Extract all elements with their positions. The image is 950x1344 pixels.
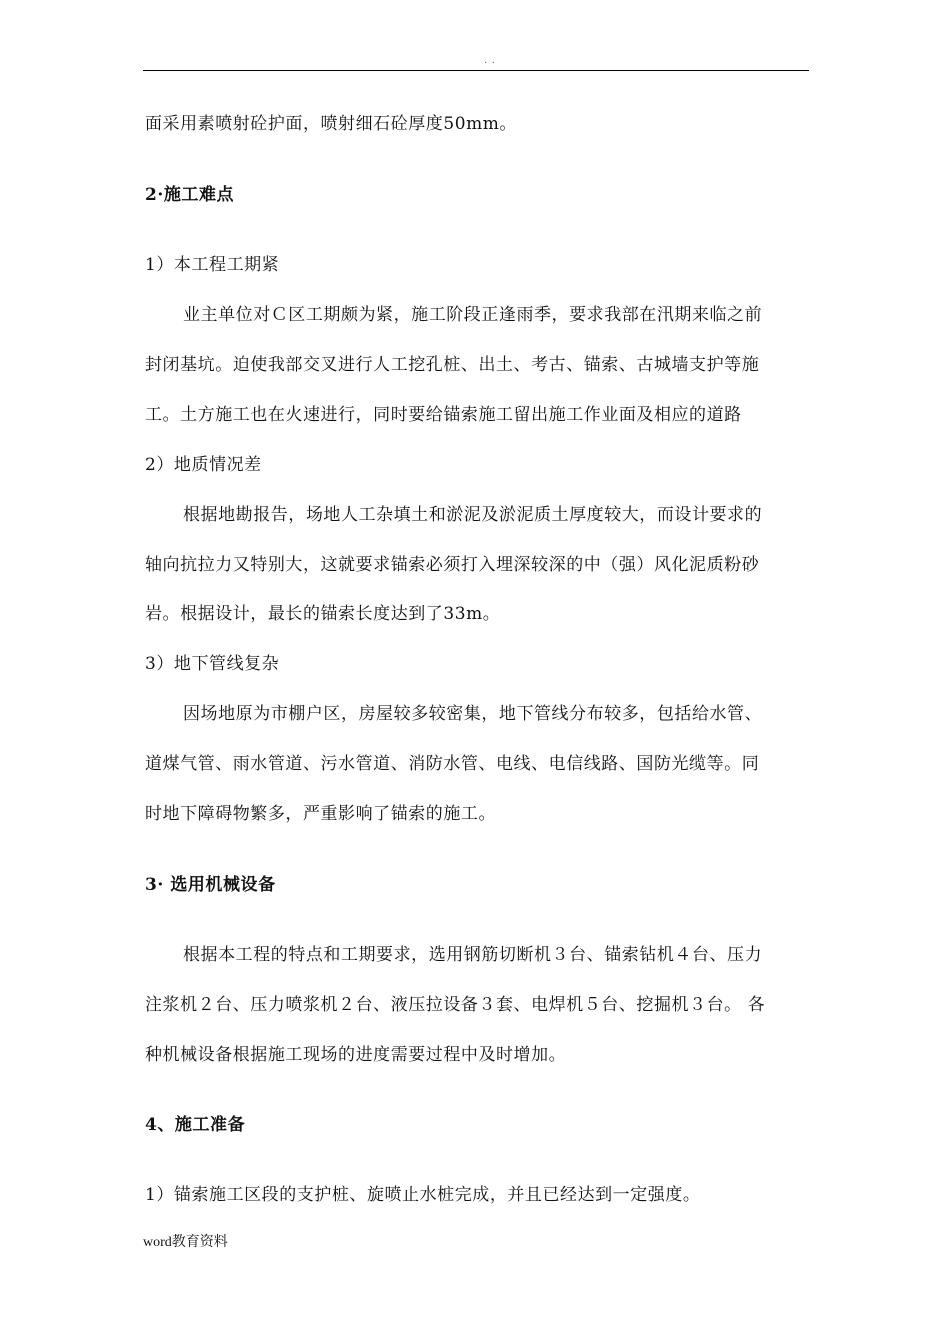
paragraph-line: 注浆机２台、压力喷浆机２台、液压拉设备３套、电焊机５台、挖掘机３台。 各 [145,995,766,1015]
paragraph-line: 种机械设备根据施工现场的进度需要过程中及时增加。 [145,1045,567,1065]
paragraph-line: 工。土方施工也在火速进行，同时要给锚索施工留出施工作业面及相应的道路 [145,405,742,425]
section-heading: 3· 选用机械设备 [145,875,276,895]
paragraph-line: 封闭基坑。迫使我部交叉进行人工挖孔桩、出土、考古、锚索、古城墙支护等施 [145,355,760,375]
paragraph-line: 岩。根据设计，最长的锚索长度达到了33m。 [145,604,501,624]
section-heading: 2·施工难点 [145,185,235,205]
header-mark: . . [484,56,496,66]
paragraph-line: 因场地原为市棚户区，房屋较多较密集，地下管线分布较多，包括给水管、 [183,704,763,724]
paragraph-line: 根据地勘报告，场地人工杂填土和淤泥及淤泥质土厚度较大，而设计要求的 [183,505,763,525]
subheading: 1）锚索施工区段的支护桩、旋喷止水桩完成，并且已经达到一定强度。 [145,1185,701,1205]
paragraph-line: 业主单位对Ｃ区工期颇为紧，施工阶段正逢雨季，要求我部在汛期来临之前 [183,305,763,325]
paragraph-line: 道煤气管、雨水管道、污水管道、消防水管、电线、电信线路、国防光缆等。同 [145,754,760,774]
subheading: 2）地质情况差 [145,455,262,475]
paragraph-line: 轴向抗拉力又特别大，这就要求锚索必须打入埋深较深的中（强）风化泥质粉砂 [145,555,760,575]
subheading: 3）地下管线复杂 [145,654,280,674]
paragraph-line: 根据本工程的特点和工期要求，选用钢筋切断机３台、锚索钻机４台、压力 [183,945,763,965]
section-heading: 4、施工准备 [145,1115,246,1135]
paragraph-line: 面采用素喷射砼护面，喷射细石砼厚度50mm。 [145,114,517,134]
footer-label: word教育资料 [143,1235,228,1250]
header-rule [143,70,809,71]
subheading: 1）本工程工期紧 [145,255,280,275]
paragraph-line: 时地下障碍物繁多，严重影响了锚索的施工。 [145,804,496,824]
